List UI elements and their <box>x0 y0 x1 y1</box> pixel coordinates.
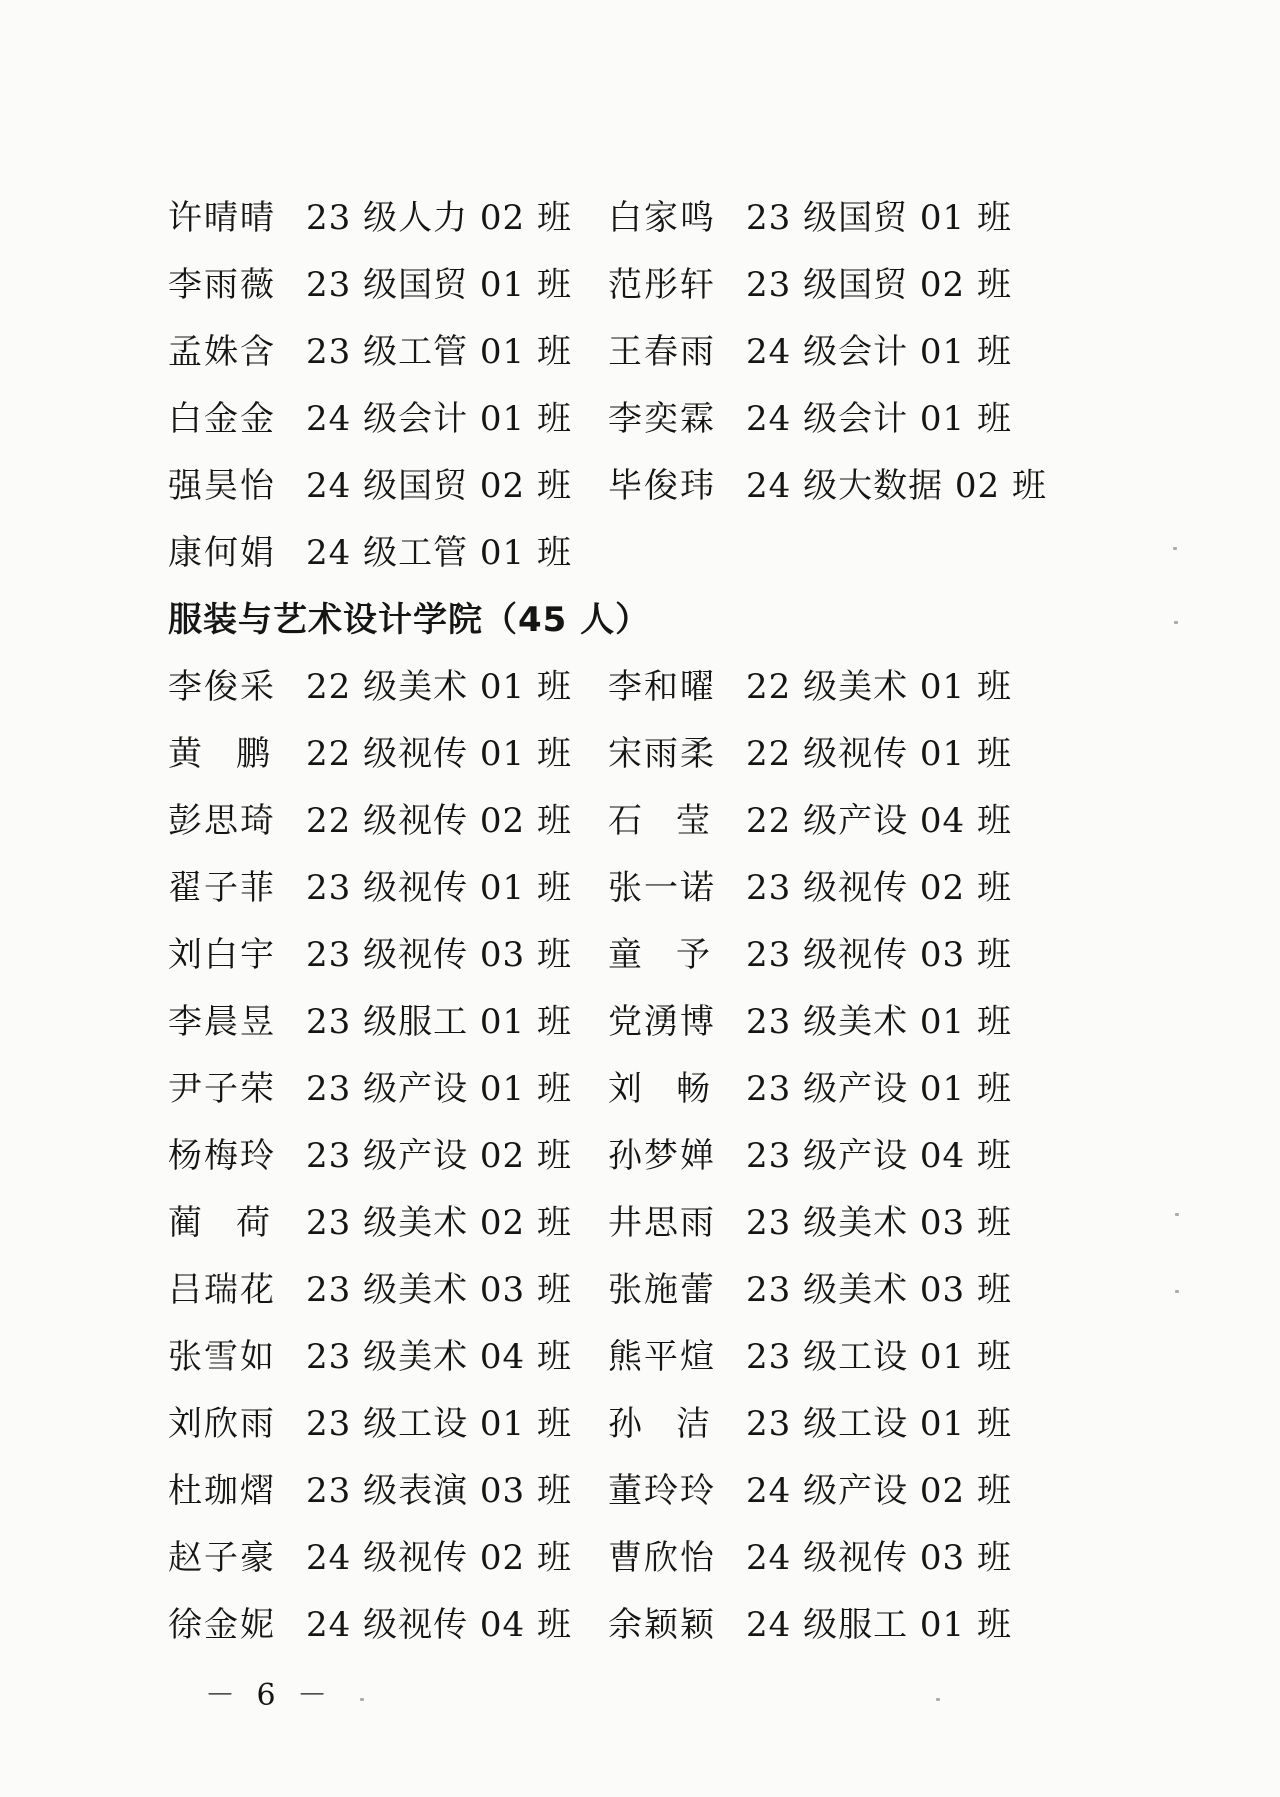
list-row <box>168 1458 1168 1525</box>
class-name: 23 级国贸 01 班 <box>306 265 572 305</box>
list-row <box>168 1056 1168 1123</box>
list-row <box>168 654 1168 721</box>
scan-speck <box>1175 1213 1179 1216</box>
student-name: 赵子豪 <box>168 1538 276 1578</box>
class-name: 24 级会计 01 班 <box>746 332 1012 372</box>
student-name: 毕俊玮 <box>608 466 716 506</box>
class-name: 22 级视传 02 班 <box>306 801 572 841</box>
top-list <box>168 185 1168 587</box>
class-name: 23 级国贸 01 班 <box>746 198 1012 238</box>
class-name: 23 级视传 03 班 <box>746 935 1012 975</box>
class-name: 24 级视传 02 班 <box>306 1538 572 1578</box>
class-name: 24 级工管 01 班 <box>306 533 572 573</box>
list-row <box>168 386 1168 453</box>
student-name: 黄 鹏 <box>168 734 270 774</box>
student-name: 强昊怡 <box>168 466 276 506</box>
class-name: 22 级产设 04 班 <box>746 801 1012 841</box>
student-name: 孟姝含 <box>168 332 276 372</box>
student-name: 范彤轩 <box>608 265 716 305</box>
list-row <box>168 1123 1168 1190</box>
list-row <box>168 1190 1168 1257</box>
class-name: 23 级服工 01 班 <box>306 1002 572 1042</box>
scan-speck <box>1174 621 1178 624</box>
student-name: 熊平煊 <box>608 1337 716 1377</box>
student-name: 白家鸣 <box>608 198 716 238</box>
student-name: 李俊采 <box>168 667 276 707</box>
class-name: 23 级人力 02 班 <box>306 198 572 238</box>
student-name: 孙 洁 <box>608 1404 710 1444</box>
list-row <box>168 922 1168 989</box>
section-heading: 服装与艺术设计学院（45 人） <box>168 600 651 640</box>
list-row <box>168 252 1168 319</box>
class-name: 23 级工管 01 班 <box>306 332 572 372</box>
class-name: 23 级美术 03 班 <box>746 1270 1012 1310</box>
class-name: 24 级会计 01 班 <box>306 399 572 439</box>
class-name: 24 级产设 02 班 <box>746 1471 1012 1511</box>
student-name: 董玲玲 <box>608 1471 716 1511</box>
student-name: 刘欣雨 <box>168 1404 276 1444</box>
class-name: 23 级美术 02 班 <box>306 1203 572 1243</box>
student-name: 张雪如 <box>168 1337 276 1377</box>
student-name: 孙梦婵 <box>608 1136 716 1176</box>
scan-speck <box>1175 1290 1179 1293</box>
list-row <box>168 989 1168 1056</box>
list-row <box>168 721 1168 788</box>
class-name: 23 级美术 01 班 <box>746 1002 1012 1042</box>
student-name: 李晨昱 <box>168 1002 276 1042</box>
section-list <box>168 654 1168 1659</box>
list-row <box>168 1324 1168 1391</box>
student-name: 宋雨柔 <box>608 734 716 774</box>
student-name: 井思雨 <box>608 1203 716 1243</box>
class-name: 23 级工设 01 班 <box>746 1337 1012 1377</box>
class-name: 23 级产设 01 班 <box>306 1069 572 1109</box>
class-name: 23 级美术 03 班 <box>746 1203 1012 1243</box>
class-name: 23 级美术 03 班 <box>306 1270 572 1310</box>
student-name: 李雨薇 <box>168 265 276 305</box>
scan-speck <box>1173 547 1177 550</box>
document-content <box>168 185 1168 1659</box>
page-number: － 6 － <box>205 1678 334 1713</box>
class-name: 23 级国贸 02 班 <box>746 265 1012 305</box>
class-name: 23 级视传 01 班 <box>306 868 572 908</box>
list-row <box>168 520 1168 587</box>
list-row <box>168 855 1168 922</box>
scan-speck <box>936 1698 940 1701</box>
student-name: 党湧博 <box>608 1002 716 1042</box>
list-row <box>168 1592 1168 1659</box>
student-name: 杜珈熠 <box>168 1471 276 1511</box>
student-name: 张施蕾 <box>608 1270 716 1310</box>
class-name: 23 级视传 03 班 <box>306 935 572 975</box>
student-name: 蔺 荷 <box>168 1203 270 1243</box>
scan-speck <box>360 1698 364 1701</box>
list-row <box>168 788 1168 855</box>
class-name: 23 级美术 04 班 <box>306 1337 572 1377</box>
student-name: 翟子菲 <box>168 868 276 908</box>
student-name: 杨梅玲 <box>168 1136 276 1176</box>
class-name: 24 级会计 01 班 <box>746 399 1012 439</box>
student-name: 吕瑞花 <box>168 1270 276 1310</box>
list-row <box>168 1257 1168 1324</box>
class-name: 23 级工设 01 班 <box>746 1404 1012 1444</box>
student-name: 康何娟 <box>168 533 276 573</box>
list-row <box>168 319 1168 386</box>
class-name: 24 级国贸 02 班 <box>306 466 572 506</box>
class-name: 24 级大数据 02 班 <box>746 466 1047 506</box>
class-name: 22 级美术 01 班 <box>306 667 572 707</box>
student-name: 刘白宇 <box>168 935 276 975</box>
class-name: 23 级表演 03 班 <box>306 1471 572 1511</box>
class-name: 23 级产设 01 班 <box>746 1069 1012 1109</box>
student-name: 张一诺 <box>608 868 716 908</box>
class-name: 24 级视传 04 班 <box>306 1605 572 1645</box>
list-row <box>168 1525 1168 1592</box>
student-name: 王春雨 <box>608 332 716 372</box>
list-row <box>168 1391 1168 1458</box>
student-name: 徐金妮 <box>168 1605 276 1645</box>
class-name: 23 级工设 01 班 <box>306 1404 572 1444</box>
class-name: 24 级服工 01 班 <box>746 1605 1012 1645</box>
student-name: 李和曜 <box>608 667 716 707</box>
student-name: 曹欣怡 <box>608 1538 716 1578</box>
list-row <box>168 453 1168 520</box>
class-name: 22 级视传 01 班 <box>746 734 1012 774</box>
list-row <box>168 185 1168 252</box>
class-name: 22 级美术 01 班 <box>746 667 1012 707</box>
student-name: 彭思琦 <box>168 801 276 841</box>
class-name: 22 级视传 01 班 <box>306 734 572 774</box>
student-name: 石 莹 <box>608 801 710 841</box>
class-name: 24 级视传 03 班 <box>746 1538 1012 1578</box>
student-name: 白金金 <box>168 399 276 439</box>
student-name: 许晴晴 <box>168 198 276 238</box>
student-name: 刘 畅 <box>608 1069 710 1109</box>
class-name: 23 级产设 02 班 <box>306 1136 572 1176</box>
student-name: 童 予 <box>608 935 710 975</box>
student-name: 尹子荣 <box>168 1069 276 1109</box>
class-name: 23 级视传 02 班 <box>746 868 1012 908</box>
student-name: 李奕霖 <box>608 399 716 439</box>
student-name: 余颖颖 <box>608 1605 716 1645</box>
class-name: 23 级产设 04 班 <box>746 1136 1012 1176</box>
